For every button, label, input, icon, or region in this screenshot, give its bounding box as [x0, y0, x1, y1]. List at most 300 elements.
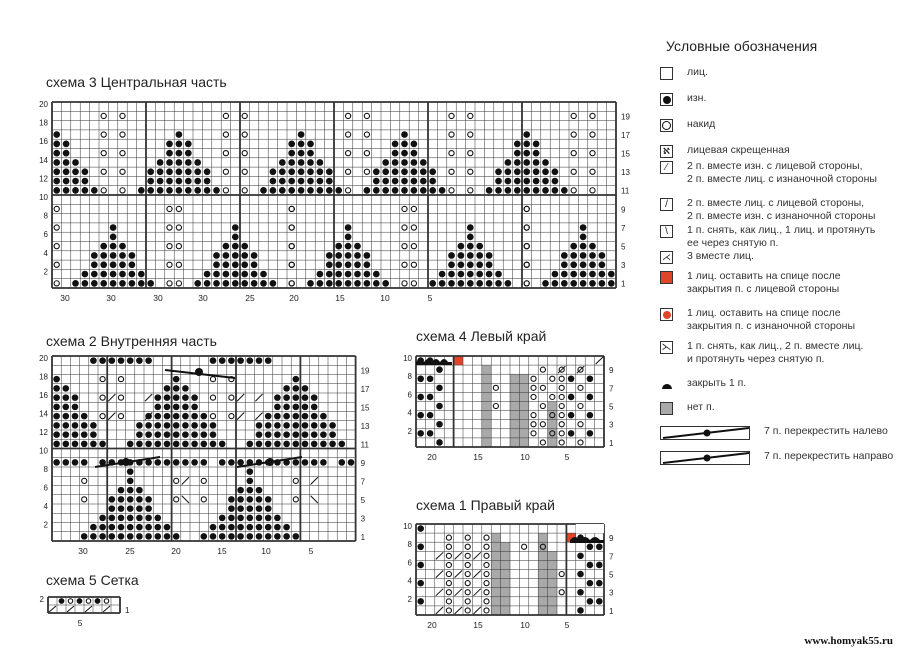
s2-purl-dot	[283, 431, 290, 438]
s3-purl-dot	[307, 150, 314, 157]
s2-purl-dot	[62, 441, 69, 448]
s4-yarn-over	[540, 385, 545, 390]
s3-purl-dot	[232, 261, 239, 268]
s2-purl-dot	[228, 524, 235, 531]
s3-purl-dot	[345, 261, 352, 268]
legend-item	[660, 144, 790, 158]
s3-purl-dot	[223, 261, 230, 268]
s3-row-label: 15	[621, 149, 630, 159]
s2-purl-dot	[72, 394, 79, 401]
s3-purl-dot	[476, 252, 483, 259]
s3-purl-dot	[505, 159, 512, 166]
s2-purl-dot	[246, 459, 253, 466]
s3-purl-dot	[232, 234, 239, 241]
s3-purl-dot	[232, 243, 239, 250]
s5-dec	[103, 606, 110, 612]
s5-yarn-over	[68, 599, 72, 603]
s2-purl-dot	[164, 422, 171, 429]
s3-purl-dot	[514, 168, 521, 175]
s2-purl-dot	[164, 413, 171, 420]
s2-purl-dot	[283, 422, 290, 429]
s3-col-label: 5	[427, 293, 433, 303]
s5-purl-dot	[95, 598, 101, 604]
s1-no-stitch	[548, 551, 557, 615]
scheme2-title: схема 2 Внутренняя часть	[46, 333, 217, 349]
s4-yarn-over	[540, 440, 545, 445]
s3-purl-dot	[251, 252, 258, 259]
s3-purl-dot	[63, 187, 70, 194]
s3-row-label: 20	[39, 100, 48, 109]
s2-purl-dot	[265, 441, 272, 448]
s2-purl-dot	[246, 496, 253, 503]
s5-col-label: 5	[77, 618, 83, 628]
s2-row-label: 17	[360, 384, 370, 394]
s2-purl-dot	[173, 385, 180, 392]
s2-row-label: 11	[360, 440, 369, 450]
s2-purl-dot	[136, 496, 143, 503]
s4-row-label: 3	[609, 420, 614, 430]
s1-yarn-over	[559, 590, 564, 595]
s3-purl-dot	[599, 252, 606, 259]
s2-purl-dot	[228, 357, 235, 364]
s2-purl-dot	[173, 431, 180, 438]
s3-purl-dot	[326, 168, 333, 175]
s3-purl-dot	[110, 224, 117, 231]
s1-row-label: 9	[609, 534, 614, 544]
s2-grid	[39, 354, 370, 556]
s1-yarn-over	[465, 590, 470, 595]
s3-purl-dot	[533, 150, 540, 157]
s3-purl-dot	[53, 141, 60, 148]
s2-yarn-over	[210, 377, 215, 382]
s3-purl-dot	[429, 280, 436, 287]
s4-purl-dot	[587, 375, 594, 382]
s4-purl-dot	[417, 430, 424, 437]
s2-purl-dot	[246, 515, 253, 522]
s2-purl-dot	[108, 524, 115, 531]
s3-purl-dot	[213, 187, 220, 194]
s2-purl-dot	[182, 459, 189, 466]
s3-purl-dot	[82, 168, 89, 175]
s3-purl-dot	[495, 178, 502, 185]
s3-yarn-over	[411, 262, 416, 267]
s3-purl-dot	[317, 159, 324, 166]
s2-purl-dot	[274, 533, 281, 540]
s2-purl-dot	[173, 394, 180, 401]
s1-yarn-over	[484, 608, 489, 613]
s2-purl-dot	[311, 413, 318, 420]
s3-purl-dot	[223, 280, 230, 287]
s3-purl-dot	[467, 243, 474, 250]
s3-purl-dot	[157, 159, 164, 166]
s3-purl-dot	[467, 280, 474, 287]
s3-purl-dot	[138, 271, 145, 278]
s2-purl-dot	[246, 487, 253, 494]
s4-grid	[403, 354, 614, 462]
s2-purl-dot	[99, 515, 106, 522]
s1-dec	[473, 552, 480, 559]
s3-yarn-over	[345, 132, 350, 137]
s3-purl-dot	[354, 261, 361, 268]
s3-purl-dot	[119, 280, 126, 287]
s5-grid	[40, 595, 130, 628]
s3-purl-dot	[439, 280, 446, 287]
s2-purl-dot	[53, 459, 60, 466]
s2-purl-dot	[145, 459, 152, 466]
s3-yarn-over	[411, 244, 416, 249]
s3-yarn-over	[571, 151, 576, 156]
s1-dec	[473, 571, 480, 578]
s3-yarn-over	[345, 113, 350, 118]
s2-purl-dot	[164, 441, 171, 448]
legend-item	[660, 401, 715, 415]
s3-purl-dot	[561, 280, 568, 287]
s3-row-label: 16	[39, 137, 48, 147]
s2-purl-dot	[292, 413, 299, 420]
s2-purl-dot	[81, 459, 88, 466]
empty-square-icon	[660, 67, 673, 80]
s2-dec	[237, 394, 244, 401]
s3-row-label: 1	[621, 279, 626, 289]
s3-yarn-over	[223, 113, 228, 118]
s3-purl-dot	[335, 252, 342, 259]
s3-yarn-over	[449, 188, 454, 193]
s2-bg	[52, 356, 356, 541]
s3-purl-dot	[458, 271, 465, 278]
s2-cable-dot	[266, 458, 274, 466]
s2-purl-dot	[72, 422, 79, 429]
s3-purl-dot	[129, 252, 136, 259]
s3-purl-dot	[392, 187, 399, 194]
s2-purl-dot	[99, 441, 106, 448]
s4-purl-dot	[427, 412, 434, 419]
s4-purl-dot	[568, 375, 575, 382]
s3-yarn-over	[590, 169, 595, 174]
s4-row-label: 5	[609, 402, 614, 412]
s3-purl-dot	[251, 261, 258, 268]
s1-row-label: 10	[403, 522, 412, 531]
s3-purl-dot	[147, 280, 154, 287]
s3-purl-dot	[552, 187, 559, 194]
s2-purl-dot	[118, 496, 125, 503]
s4-no-stitch	[519, 374, 528, 447]
cable-right-icon	[660, 451, 750, 465]
s3-purl-dot	[589, 243, 596, 250]
s2-purl-dot	[200, 459, 207, 466]
s3-purl-dot	[392, 178, 399, 185]
s3-purl-dot	[100, 280, 107, 287]
s3-purl-dot	[458, 261, 465, 268]
s1-purl-dot	[577, 553, 584, 560]
s1-grid	[403, 522, 614, 630]
s2-purl-dot	[265, 413, 272, 420]
s4-row-label: 6	[407, 390, 412, 400]
s3-purl-dot	[204, 271, 211, 278]
s3-yarn-over	[468, 151, 473, 156]
s3-yarn-over	[289, 262, 294, 267]
s3-purl-dot	[213, 252, 220, 259]
s3-yarn-over	[120, 188, 125, 193]
s4-row-label: 7	[609, 384, 614, 394]
s2-purl-dot	[191, 441, 198, 448]
s3-purl-dot	[204, 178, 211, 185]
s4-row-label: 4	[407, 408, 412, 418]
s3-purl-dot	[279, 168, 286, 175]
s2-purl-dot	[136, 524, 143, 531]
s2-purl-dot	[256, 459, 263, 466]
s3-purl-dot	[241, 271, 248, 278]
s1-yarn-over	[484, 581, 489, 586]
s4-yarn-over	[559, 422, 564, 427]
s3-row-label: 19	[621, 112, 630, 122]
s2-purl-dot	[274, 459, 281, 466]
s2-row-label: 18	[39, 372, 48, 382]
s4-yarn-over	[559, 367, 564, 372]
s3-purl-dot	[382, 178, 389, 185]
s3-purl-dot	[288, 187, 295, 194]
s3-purl-dot	[63, 150, 70, 157]
s2-purl-dot	[292, 441, 299, 448]
s2-purl-dot	[256, 505, 263, 512]
s4-bg	[416, 356, 604, 447]
s2-purl-dot	[302, 404, 309, 411]
red-square-icon	[660, 271, 673, 284]
s2-purl-dot	[99, 524, 106, 531]
s2-purl-dot	[136, 487, 143, 494]
s3-purl-dot	[166, 178, 173, 185]
legend-text: лиц.	[687, 66, 708, 78]
s2-purl-dot	[228, 459, 235, 466]
s3-purl-dot	[533, 187, 540, 194]
s2-dec	[108, 413, 115, 420]
s4-purl-dot	[417, 375, 424, 382]
s2-purl-dot	[127, 524, 134, 531]
s1-purl-dot	[596, 598, 603, 605]
left-slant-icon: \	[660, 225, 673, 238]
s2-purl-dot	[311, 394, 318, 401]
legend-item	[660, 197, 875, 223]
s5-bg	[48, 597, 120, 613]
s4-yarn-over	[531, 422, 536, 427]
s2-purl-dot	[283, 441, 290, 448]
s2-purl-dot	[62, 394, 69, 401]
s3-purl-dot	[110, 243, 117, 250]
s4-yarn-over	[578, 422, 583, 427]
yarn-over-circle-icon	[660, 119, 673, 132]
s3-row-label: 4	[43, 248, 48, 258]
s3-yarn-over	[402, 206, 407, 211]
s2-purl-dot	[154, 394, 161, 401]
s3-purl-dot	[100, 252, 107, 259]
s3-purl-dot	[505, 187, 512, 194]
s3-purl-dot	[185, 141, 192, 148]
s1-purl-dot	[587, 580, 594, 587]
s2-purl-dot	[90, 533, 97, 540]
legend-text: 1 лиц. оставить на спице после закрытия п. с лицевой стороны	[687, 270, 841, 295]
s2-purl-dot	[237, 357, 244, 364]
s3-purl-dot	[411, 159, 418, 166]
s3-purl-dot	[166, 168, 173, 175]
s2-purl-dot	[53, 404, 60, 411]
s3-purl-dot	[458, 252, 465, 259]
s3-col-label: 30	[153, 293, 163, 303]
s3-purl-dot	[533, 168, 540, 175]
s3-yarn-over	[411, 225, 416, 230]
s3-yarn-over	[242, 151, 247, 156]
s3-yarn-over	[402, 244, 407, 249]
s1-purl-dot	[596, 543, 603, 550]
s2-purl-dot	[118, 505, 125, 512]
s4-purl-dot	[436, 366, 443, 373]
s3-yarn-over	[402, 262, 407, 267]
s2-purl-dot	[191, 431, 198, 438]
s2-purl-dot	[182, 394, 189, 401]
s3-purl-dot	[533, 159, 540, 166]
s3-yarn-over	[223, 151, 228, 156]
s2-purl-dot	[136, 459, 143, 466]
s3-yarn-over	[524, 281, 529, 286]
s2-purl-dot	[283, 385, 290, 392]
s2-cable-cross	[95, 457, 160, 467]
s3-purl-dot	[288, 178, 295, 185]
s2-dec	[311, 477, 318, 484]
s3-row-label: 7	[621, 223, 626, 233]
s2-purl-dot	[210, 533, 217, 540]
s2-purl-dot	[200, 413, 207, 420]
s4-yarn-over	[578, 404, 583, 409]
legend-item	[660, 66, 708, 80]
s2-purl-dot	[164, 524, 171, 531]
s3-purl-dot	[194, 168, 201, 175]
s2-purl-dot	[228, 515, 235, 522]
s3-yarn-over	[364, 132, 369, 137]
s3-purl-dot	[401, 178, 408, 185]
s2-purl-dot	[292, 422, 299, 429]
s2-purl-dot	[191, 394, 198, 401]
s2-purl-dot	[210, 357, 217, 364]
s3-yarn-over	[590, 151, 595, 156]
s3-yarn-over	[289, 206, 294, 211]
s5-row-label: 2	[39, 595, 44, 604]
s2-purl-dot	[256, 357, 263, 364]
s3-purl-dot	[401, 131, 408, 138]
legend-item	[660, 450, 893, 465]
s4-purl-dot	[436, 439, 443, 446]
s2-purl-dot	[256, 441, 263, 448]
s3-yarn-over	[411, 206, 416, 211]
s2-purl-dot	[173, 533, 180, 540]
s2-purl-dot	[274, 524, 281, 531]
s2-row-label: 7	[360, 477, 366, 487]
s1-row-label: 4	[407, 576, 412, 586]
s3-purl-dot	[241, 243, 248, 250]
s3-purl-dot	[326, 280, 333, 287]
s1-col-label: 5	[564, 620, 570, 630]
s2-purl-dot	[127, 496, 134, 503]
s1-yarn-over	[559, 572, 564, 577]
s4-col-label: 10	[520, 452, 530, 462]
s3-purl-dot	[467, 234, 474, 241]
s1-purl-dot	[587, 543, 594, 550]
s3-purl-dot	[401, 187, 408, 194]
s3-purl-dot	[589, 271, 596, 278]
s1-purl-dot	[596, 580, 603, 587]
s3-purl-dot	[91, 261, 98, 268]
red-dot-icon	[660, 308, 673, 321]
s2-purl-dot	[154, 441, 161, 448]
s3-purl-dot	[552, 280, 559, 287]
s2-purl-dot	[62, 459, 69, 466]
s2-purl-dot	[154, 404, 161, 411]
s3-purl-dot	[157, 168, 164, 175]
s1-yarn-over	[465, 535, 470, 540]
s2-purl-dot	[53, 422, 60, 429]
s4-yarn-over	[550, 431, 555, 436]
s2-purl-dot	[62, 413, 69, 420]
legend-item	[660, 224, 875, 250]
s2-purl-dot	[256, 487, 263, 494]
s3-purl-dot	[176, 168, 183, 175]
s1-yarn-over	[446, 572, 451, 577]
s3-yarn-over	[54, 281, 59, 286]
s4-purl-dot	[417, 394, 424, 401]
s3-purl-dot	[411, 168, 418, 175]
s4-red-cell	[454, 356, 463, 365]
s2-purl-dot	[81, 431, 88, 438]
s2-yarn-over	[201, 478, 206, 483]
legend-text: 2 п. вместе лиц. с лицевой стороны, 2 п. вместе изн. с изнаночной стороны	[687, 197, 876, 222]
s3-yarn-over	[167, 262, 172, 267]
s2-purl-dot	[246, 478, 253, 485]
legend-title: Условные обозначения	[666, 38, 818, 54]
s3-yarn-over	[449, 151, 454, 156]
s4-yarn-over	[540, 422, 545, 427]
s3-purl-dot	[335, 261, 342, 268]
s2-purl-dot	[219, 524, 226, 531]
s2-purl-dot	[90, 524, 97, 531]
s2-purl-dot	[311, 441, 318, 448]
s3-purl-dot	[542, 280, 549, 287]
s2-purl-dot	[145, 524, 152, 531]
s1-purl-dot	[577, 534, 584, 541]
s2-purl-dot	[256, 496, 263, 503]
s3-purl-dot	[147, 178, 154, 185]
s4-row-label: 2	[407, 426, 412, 436]
s3-purl-dot	[157, 178, 164, 185]
right-slant-dec-icon: ⁄	[660, 161, 673, 174]
s2-purl-dot	[127, 478, 134, 485]
s3-yarn-over	[411, 281, 416, 286]
s4-purl-dot	[568, 412, 575, 419]
s2-purl-dot	[302, 385, 309, 392]
s2-purl-dot	[256, 431, 263, 438]
s3-purl-dot	[420, 159, 427, 166]
s1-yarn-over	[484, 572, 489, 577]
s1-yarn-over	[484, 562, 489, 567]
s3-purl-dot	[392, 150, 399, 157]
s2-purl-dot	[228, 533, 235, 540]
s2-purl-dot	[292, 394, 299, 401]
s3-yarn-over	[289, 244, 294, 249]
s3-purl-dot	[345, 243, 352, 250]
s1-dec	[436, 552, 443, 559]
s2-purl-dot	[108, 505, 115, 512]
s2-purl-dot	[81, 441, 88, 448]
s3-col-label: 15	[335, 293, 345, 303]
legend-text: закрыть 1 п.	[687, 377, 747, 389]
s3-purl-dot	[185, 187, 192, 194]
s2-purl-dot	[164, 394, 171, 401]
